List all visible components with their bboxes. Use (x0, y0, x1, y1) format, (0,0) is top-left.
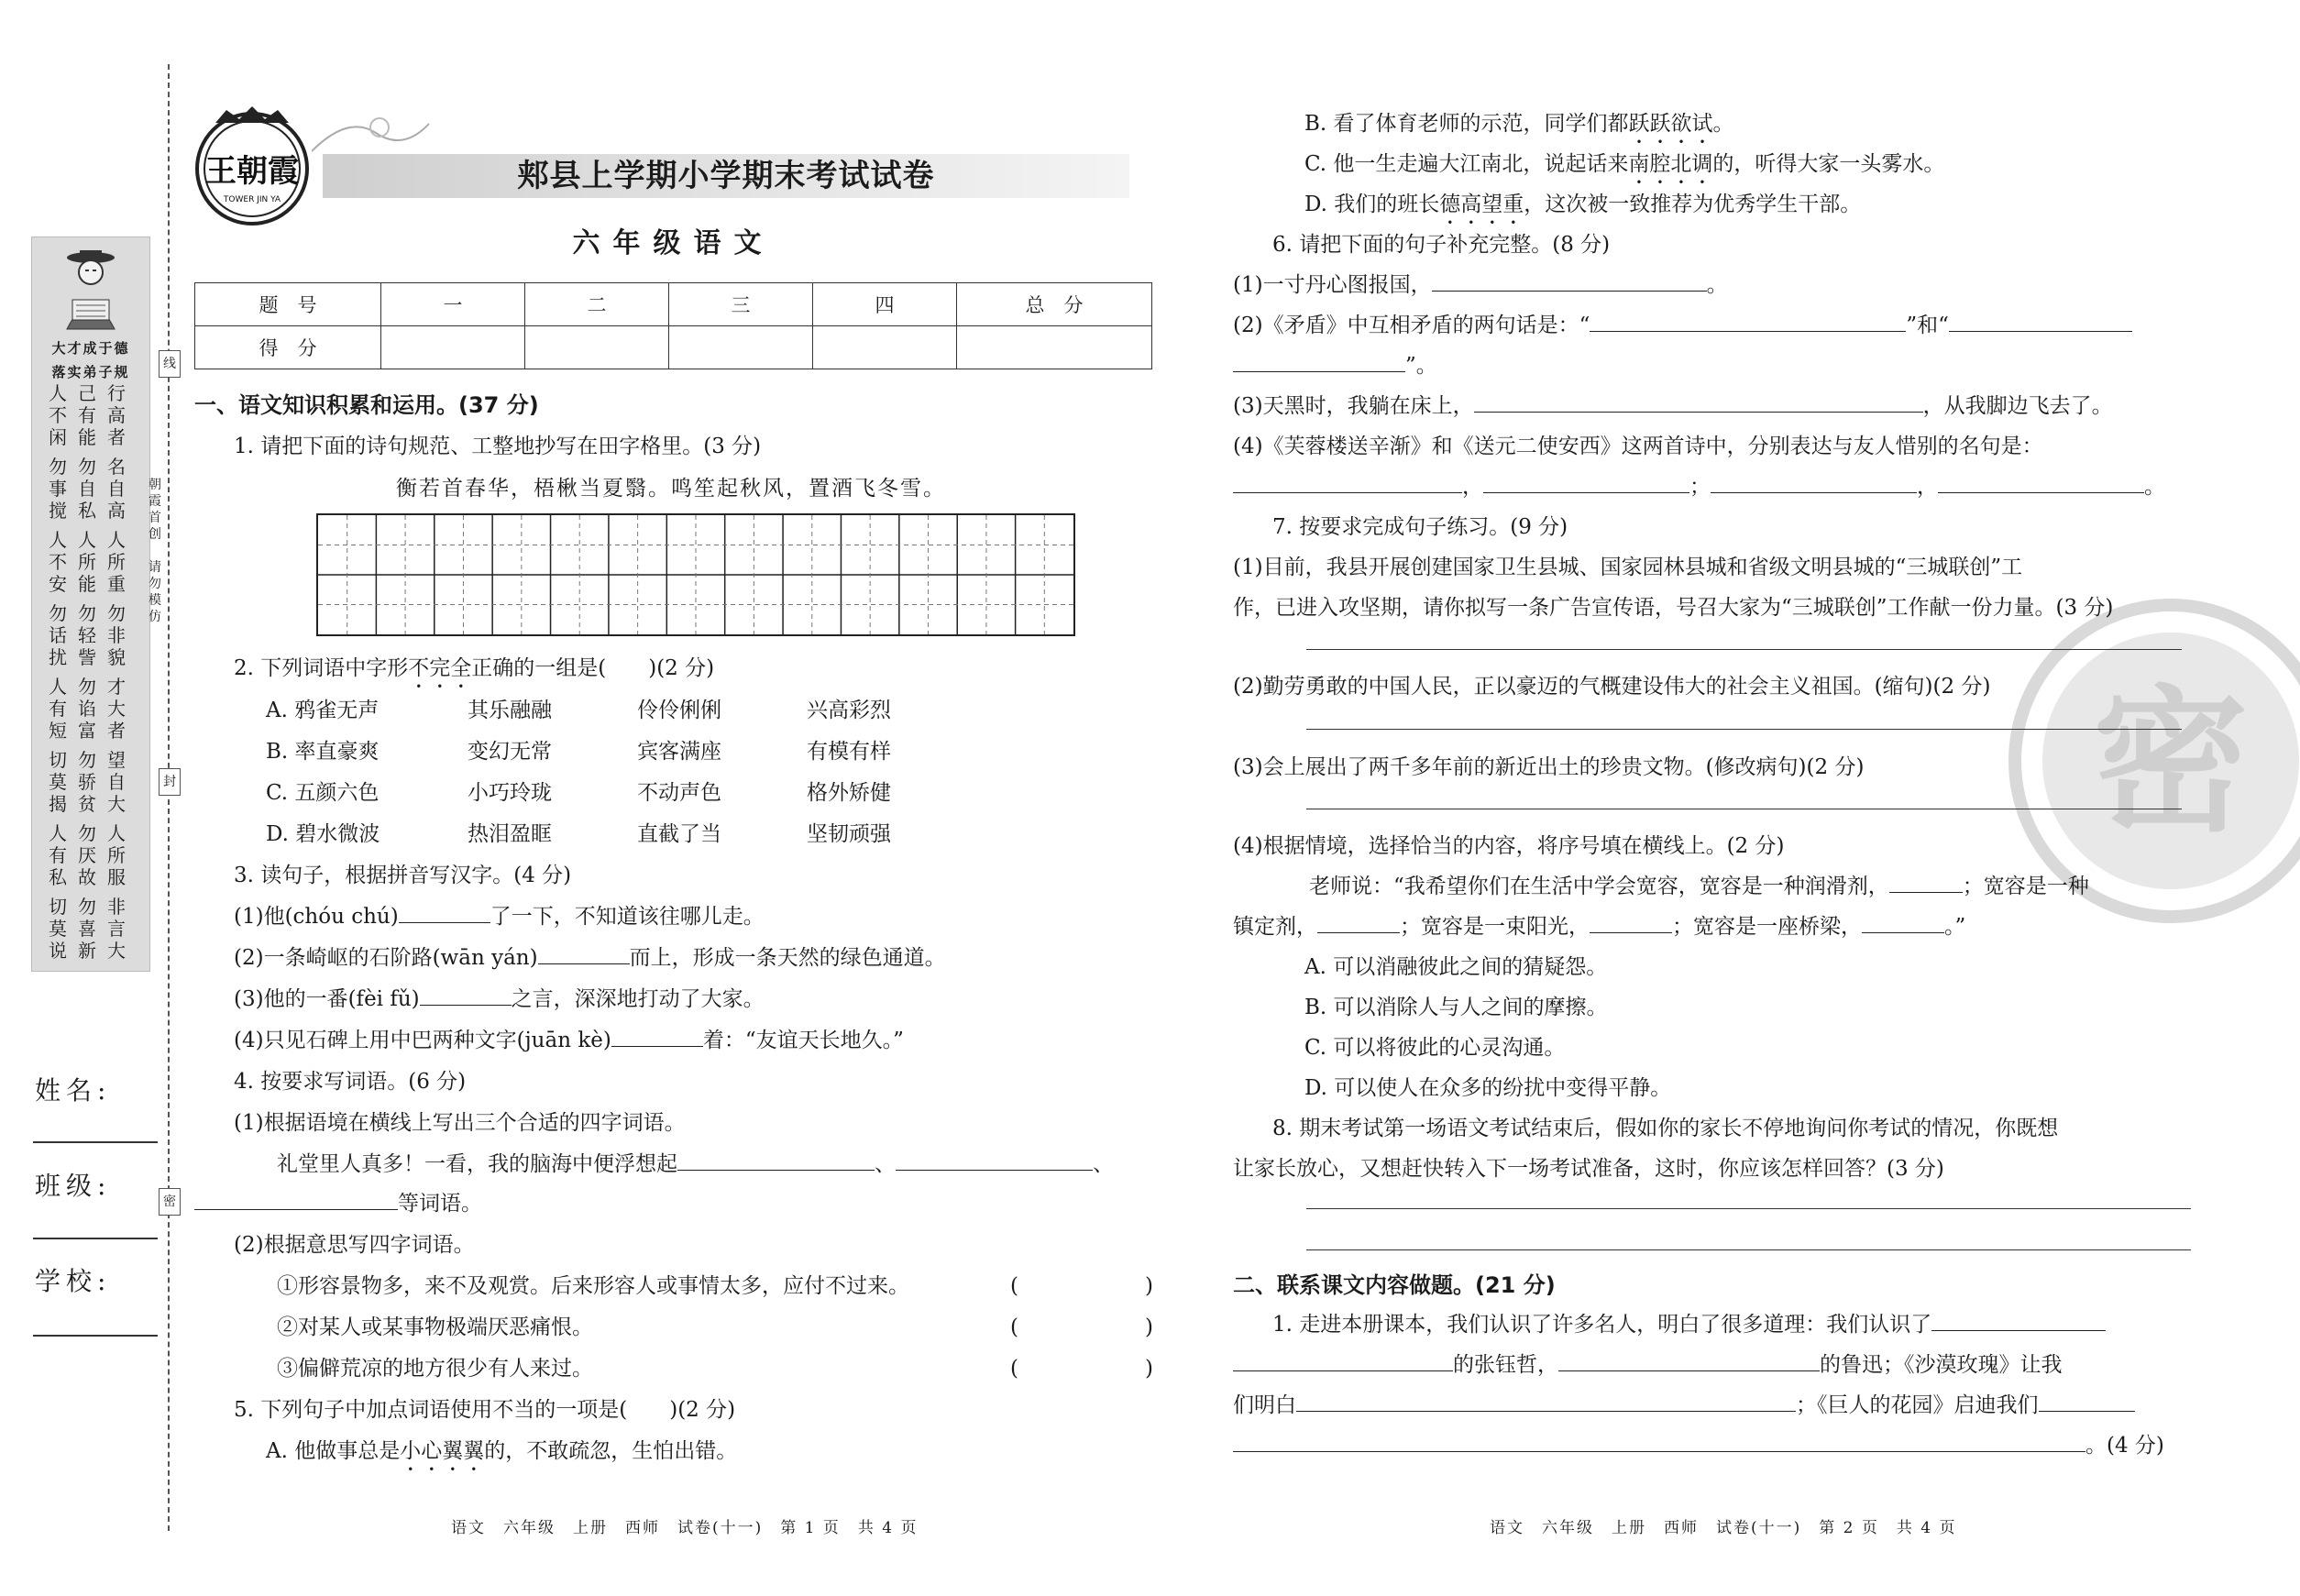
answer-blank[interactable] (399, 904, 490, 923)
class-field[interactable] (33, 1238, 158, 1239)
motto-column: 望 自 大 (107, 749, 126, 815)
exam-subtitle: 六年级语文 (572, 227, 775, 259)
q6-item-4: (4)《芙蓉楼送辛渐》和《送元二使安西》这两首诗中，分别表达与友人惜别的名句是： (1233, 435, 2043, 458)
q5-option-b (1304, 106, 1734, 149)
q7-item-1: (1)目前，我县开展创建国家卫生县城、国家园林县城和省级文明县城的“三城联创”工 (1233, 556, 2023, 579)
motto-column: 勿 喜 新 (78, 896, 96, 962)
q6-text: (3)天黑时，我躺在床上， (1233, 394, 1474, 418)
name-label: 姓名: (35, 1075, 112, 1106)
motto-column: 勿 厌 故 (78, 822, 96, 888)
question-5: 5. 下列句子中加点词语使用不当的一项是( )(2 分) (234, 1398, 736, 1422)
copyright-stamp: 朝 霞 首 创 请 勿 模 仿 (149, 478, 161, 624)
answer-blank[interactable] (1432, 272, 1707, 292)
q5-text: A. 他做事总是 (266, 1439, 401, 1463)
q6-text: (1)一寸丹心图报国， (1233, 273, 1432, 297)
motto-column: 勿 非 貌 (107, 602, 126, 668)
q7-4-context (1309, 869, 2089, 899)
answer-blank[interactable] (1862, 914, 1944, 933)
q5-text: C. 他一生走遍大江南北，说起话来 (1304, 152, 1629, 176)
option-word: 伶伶俐俐 (637, 699, 721, 722)
q5-dotted: 德高望重 (1439, 193, 1524, 216)
q4-def-2: ②对某人或某事物极端厌恶痛恨。 (277, 1315, 593, 1339)
q7-option-a: A. 可以消融彼此之间的猜疑怨。 (1304, 955, 1608, 979)
option-word: 直截了当 (637, 822, 721, 846)
question-3: 3. 读句子，根据拼音写汉字。(4 分) (234, 864, 572, 887)
q3-text: 着：“友谊天长地久。” (702, 1029, 904, 1052)
q3-item (234, 941, 946, 971)
q5-text: 的，听得大家一头雾水。 (1712, 152, 1945, 176)
s2-question-1 (1272, 1307, 2106, 1337)
answer-blank[interactable] (194, 1191, 398, 1210)
answer-blank[interactable] (420, 986, 512, 1006)
q4-def-3: ③偏僻荒凉的地方很少有人来过。 (277, 1357, 593, 1381)
question-7: 7. 按要求完成句子练习。(9 分) (1272, 515, 1568, 539)
q2-option-row (266, 693, 891, 723)
q7-text: ；宽容是一种 (1962, 875, 2089, 898)
q5-option-d (1304, 187, 1861, 229)
q4-text: 礼堂里人真多！一看，我的脑海中便浮想起 (277, 1152, 677, 1176)
s2-text: 1. 走进本册课本，我们认识了许多名人，明白了很多道理：我们认识了 (1272, 1313, 1932, 1337)
q5-dotted: 跃跃欲试 (1628, 112, 1713, 136)
score-table (194, 282, 1152, 369)
motto-column: 己 有 能 (78, 382, 96, 448)
q7-option-d: D. 可以使人在众多的纷扰中变得平静。 (1304, 1076, 1672, 1100)
answer-blank[interactable] (1483, 474, 1689, 493)
q6-sep: ， (1917, 475, 1938, 499)
table-row (195, 326, 1152, 369)
q3-text: (3)他的一番(fèi fǔ) (234, 987, 420, 1011)
s2-question-1-line3 (1233, 1388, 2135, 1418)
motto-panel (31, 237, 150, 972)
option-word: A. 鸦雀无声 (266, 699, 380, 722)
q6-text: ，从我脚边飞去了。 (1922, 394, 2113, 418)
answer-blank[interactable] (1889, 874, 1963, 893)
question-4: 4. 按要求写词语。(6 分) (234, 1070, 467, 1094)
score-cell[interactable] (525, 326, 669, 369)
motto-column: 非 言 大 (107, 896, 126, 962)
answer-blank[interactable] (1474, 393, 1923, 413)
q5-text: 。 (1712, 112, 1734, 136)
q2-option-row (266, 776, 891, 806)
q7-text: ；宽容是一束阳光， (1400, 915, 1590, 939)
q6-sep: 。 (2144, 475, 2165, 499)
motto-heading-1: 大才成于德 (51, 340, 130, 357)
section-1-heading: 一、语文知识积累和运用。(37 分) (194, 392, 539, 418)
question-2 (234, 651, 714, 693)
cut-mark: 封 (159, 768, 181, 796)
s2-text: 们明白 (1233, 1393, 1296, 1417)
score-cell[interactable] (813, 326, 957, 369)
answer-blank[interactable] (611, 1028, 703, 1047)
section-2-heading: 二、联系课文内容做题。(21 分) (1233, 1272, 1556, 1298)
s2-question-1-line2 (1233, 1348, 2063, 1378)
scholar-illustration (50, 245, 131, 336)
table-row (195, 283, 1152, 326)
q4-part-1: (1)根据语境在横线上写出三个合适的四字词语。 (234, 1111, 686, 1135)
answer-blank[interactable] (1711, 474, 1917, 493)
motto-heading-2: 落实弟子规 (51, 364, 130, 380)
q7-text: 镇定剂， (1233, 915, 1317, 939)
q6-text: ”。 (1405, 354, 1437, 378)
score-cell[interactable] (957, 326, 1152, 369)
answer-line[interactable] (1306, 729, 2182, 730)
answer-blank[interactable] (1590, 914, 1672, 933)
svg-text:王朝霞: 王朝霞 (205, 153, 299, 190)
q7-option-b: B. 可以消除人与人之间的摩擦。 (1304, 996, 1608, 1019)
s2-text: ；《巨人的花园》启迪我们 (1796, 1393, 2039, 1417)
s2-text: 的张钰哲， (1453, 1353, 1558, 1377)
score-cell[interactable] (381, 326, 525, 369)
table-cell: 题 号 (195, 283, 381, 326)
school-field[interactable] (33, 1335, 158, 1337)
q6-item-4-blanks (1233, 469, 2165, 500)
answer-blank[interactable] (677, 1151, 875, 1171)
name-field[interactable] (33, 1141, 158, 1143)
answer-blank[interactable] (1233, 353, 1405, 372)
q3-item (234, 899, 765, 930)
table-cell: 一 (381, 283, 525, 326)
answer-blank[interactable] (1233, 1433, 2085, 1452)
table-cell: 四 (813, 283, 957, 326)
answer-blank[interactable] (1558, 1352, 1820, 1371)
table-cell: 二 (525, 283, 669, 326)
answer-blank[interactable] (1938, 474, 2144, 493)
school-label: 学校: (35, 1266, 112, 1296)
brand-logo (188, 103, 316, 231)
q5-dotted: 小心翼翼 (400, 1439, 485, 1463)
question-1: 1. 请把下面的诗句规范、工整地抄写在田字格里。(3 分) (234, 435, 762, 458)
motto-column: 行 高 者 (107, 382, 126, 448)
option-word: 不动声色 (637, 781, 721, 805)
question-8-cont: 让家长放心，又想赶快转入下一场考试准备，这时，你应该怎样回答？(3 分) (1233, 1157, 1944, 1181)
option-word: 宾客满座 (637, 740, 721, 764)
motto-column: 切 莫 说 (49, 896, 67, 962)
q7-item-1-cont: 作，已进入攻坚期，请你拟写一条广告宣传语，号召大家为“三城联创”工作献一份力量。(3 分) (1233, 596, 2114, 620)
answer-blank[interactable] (1590, 313, 1906, 332)
q5-option-a (266, 1434, 737, 1476)
motto-column: 勿 骄 贫 (78, 749, 96, 815)
q7-4-context-cont (1233, 909, 1965, 940)
q2-text: 2. 下列词语中字形 (234, 656, 409, 680)
svg-text:密: 密 (2092, 672, 2250, 853)
class-label: 班级: (35, 1171, 112, 1201)
tianzige-grid[interactable] (316, 513, 1075, 636)
q5-text: 的，不敢疏忽，生怕出错。 (484, 1439, 738, 1463)
cut-mark: 密 (159, 1188, 181, 1216)
q3-text: (4)只见石碑上用中巴两种文字(juān kè) (234, 1029, 611, 1052)
q5-text: ，这次被一致推荐为优秀学生干部。 (1524, 193, 1862, 216)
q6-item-3 (1233, 389, 2113, 419)
q5-text: B. 看了体育老师的示范，同学们都 (1304, 112, 1629, 136)
q7-item-2: (2)勤劳勇敢的中国人民，正以豪迈的气概建设伟大的社会主义祖国。(缩句)(2 分) (1233, 675, 1991, 699)
motto-column: 人 所 能 (78, 529, 96, 595)
q7-item-3: (3)会上展出了两千多年前的新近出土的珍贵文物。(修改病句)(2 分) (1233, 755, 1865, 779)
score-cell[interactable] (669, 326, 813, 369)
motto-column: 人 所 重 (107, 529, 126, 595)
answer-line[interactable] (1306, 649, 2182, 650)
option-word: 小巧玲珑 (468, 781, 552, 805)
page-footer-2: 语文 六年级 上册 西师 试卷(十一) 第 2 页 共 4 页 (1490, 1519, 1957, 1537)
motto-column: 切 莫 揭 (49, 749, 67, 815)
answer-blank[interactable] (1931, 1312, 2106, 1331)
option-word: 其乐融融 (468, 699, 552, 722)
option-word: 兴高彩烈 (807, 699, 891, 722)
option-word: 坚韧顽强 (807, 822, 891, 846)
s2-text: 的鲁迅；《沙漠玫瑰》让我 (1820, 1353, 2063, 1377)
q7-option-c: C. 可以将彼此的心灵沟通。 (1304, 1036, 1566, 1060)
q6-item-1 (1233, 268, 1728, 298)
answer-blank[interactable] (1317, 914, 1400, 933)
q6-text: ”和“ (1906, 314, 1949, 337)
cut-mark: 线 (159, 350, 181, 378)
q4-text: 等词语。 (398, 1192, 482, 1216)
s2-question-1-line4 (1233, 1428, 2164, 1458)
answer-blank[interactable] (538, 945, 630, 964)
q3-text: (1)他(chóu chú) (234, 905, 399, 929)
binding-margin (0, 0, 174, 1596)
option-word: C. 五颜六色 (266, 781, 380, 805)
q2-option-row (266, 734, 891, 765)
q6-sep: ， (1462, 475, 1483, 499)
option-word: 格外矫健 (807, 781, 891, 805)
motto-column: 人 有 短 (49, 676, 67, 742)
q3-text: (2)一条崎岖的石阶路(wān yán) (234, 946, 538, 970)
q4-context-cont (194, 1186, 482, 1216)
option-word: D. 碧水微波 (266, 822, 380, 846)
q3-text: 而上，形成一条天然的绿色通道。 (629, 946, 946, 970)
answer-blank[interactable] (2039, 1392, 2135, 1412)
motto-column: 勿 事 搅 (49, 456, 67, 522)
q3-item (234, 982, 765, 1012)
page-footer-1: 语文 六年级 上册 西师 试卷(十一) 第 1 页 共 4 页 (451, 1519, 919, 1537)
motto-column: 人 有 私 (49, 822, 67, 888)
q4-sep: 、 (1093, 1152, 1114, 1176)
q4-part-2: (2)根据意思写四字词语。 (234, 1233, 475, 1257)
q7-text: 老师说：“我希望你们在生活中学会宽容，宽容是一种润滑剂， (1309, 875, 1889, 898)
motto-column: 人 不 安 (49, 529, 67, 595)
q4-def-1: ①形容景物多，来不及观赏。后来形容人或事情太多，应付不过来。 (277, 1274, 909, 1298)
answer-blank[interactable] (1233, 474, 1462, 493)
q2-option-row (266, 817, 891, 847)
q4-context (277, 1147, 1114, 1177)
q2-dotted: 不完全 (408, 656, 472, 680)
question-6: 6. 请把下面的句子补充完整。(8 分) (1272, 233, 1611, 257)
answer-blank[interactable] (896, 1151, 1093, 1171)
answer-blank[interactable] (1949, 313, 2132, 332)
q7-text: 。” (1944, 915, 1966, 939)
q3-item (234, 1023, 904, 1053)
q5-option-c (1304, 147, 1944, 189)
q2-text: 正确的一组是( )(2 分) (471, 656, 715, 680)
option-word: B. 率直豪爽 (266, 740, 380, 764)
answer-paren[interactable]: ( ) (1010, 1315, 1153, 1339)
q5-text: D. 我们的班长 (1304, 193, 1440, 216)
cut-line (168, 64, 170, 1531)
q7-item-4: (4)根据情境，选择恰当的内容，将序号填在横线上。(2 分) (1233, 834, 1785, 858)
motto-column: 勿 轻 訾 (78, 602, 96, 668)
question-8: 8. 期末考试第一场语文考试结束后，假如你的家长不停地询问你考试的情况，你既想 (1272, 1117, 2059, 1140)
answer-paren[interactable]: ( ) (1010, 1357, 1153, 1381)
option-word: 变幻无常 (468, 740, 552, 764)
motto-column: 人 不 闲 (49, 382, 67, 448)
answer-blank[interactable] (1296, 1392, 1796, 1412)
q3-text: 了一下，不知道该往哪儿走。 (490, 905, 765, 929)
motto-column: 才 大 者 (107, 676, 126, 742)
exam-title: 郏县上学期小学期末考试试卷 (517, 158, 935, 194)
motto-column: 勿 谄 富 (78, 676, 96, 742)
answer-paren[interactable]: ( ) (1010, 1274, 1153, 1298)
motto-column: 人 所 服 (107, 822, 126, 888)
q4-sep: 、 (875, 1152, 896, 1176)
s2-text: 。(4 分) (2085, 1434, 2164, 1458)
table-cell: 三 (669, 283, 813, 326)
table-cell: 得 分 (195, 326, 381, 369)
q6-item-2-cont (1233, 348, 1437, 379)
poem-text: 衡若首春华，梧楸当夏翳。鸣笙起秋风，置酒飞冬雪。 (396, 477, 946, 501)
motto-column: 勿 话 扰 (49, 602, 67, 668)
motto-column: 名 自 高 (107, 456, 126, 522)
q6-text: (2)《矛盾》中互相矛盾的两句话是：“ (1233, 314, 1590, 337)
option-word: 热泪盈眶 (468, 822, 552, 846)
answer-blank[interactable] (1233, 1352, 1453, 1371)
svg-text:TOWER JIN YA: TOWER JIN YA (223, 195, 281, 204)
q6-text: 。 (1706, 273, 1728, 297)
q6-item-2 (1233, 308, 2132, 338)
q7-text: ；宽容是一座桥梁， (1672, 915, 1862, 939)
answer-line[interactable] (1306, 1208, 2191, 1209)
option-word: 有模有样 (807, 740, 891, 764)
answer-line[interactable] (1306, 1249, 2191, 1250)
motto-column: 勿 自 私 (78, 456, 96, 522)
q5-dotted: 南腔北调 (1628, 152, 1713, 176)
ribbon-ornament (312, 105, 431, 160)
q3-text: 之言，深深地打动了大家。 (511, 987, 765, 1011)
table-cell: 总 分 (957, 283, 1152, 326)
q6-sep: ； (1689, 475, 1711, 499)
